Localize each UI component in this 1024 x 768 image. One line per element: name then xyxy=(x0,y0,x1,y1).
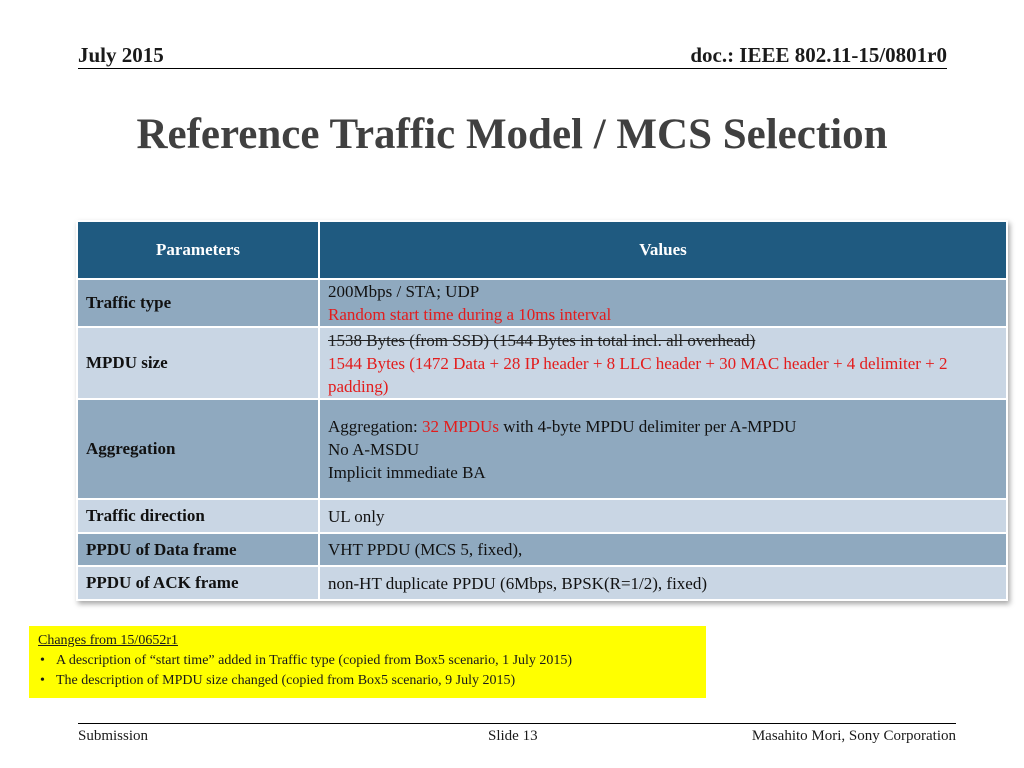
value-line-added: 1544 Bytes (1472 Data + 28 IP header + 8 LLC header + 30 MAC header + 4 delimiter + 2 padding) xyxy=(328,353,948,396)
header-divider xyxy=(78,68,947,69)
header-date: July 2015 xyxy=(78,43,164,67)
table-header-row xyxy=(77,221,1007,279)
param-cell: MPDU size xyxy=(77,327,319,399)
note-bullet xyxy=(38,671,697,691)
footer-slide-number: Slide 13 xyxy=(488,728,538,744)
param-cell: PPDU of ACK frame xyxy=(77,566,319,600)
column-header-parameters: Parameters xyxy=(77,221,319,279)
value-line: No A-MSDU xyxy=(328,439,420,459)
header-doc-id: doc.: IEEE 802.11-15/0801r0 xyxy=(690,43,947,67)
value-cell: non-HT duplicate PPDU (6Mbps, BPSK(R=1/2), fixed) xyxy=(319,566,1007,600)
bullet-icon: • xyxy=(40,653,45,668)
value-highlight: 32 MPDUs xyxy=(421,416,499,436)
value-line-struck: 1538 Bytes (from SSD) (1544 Bytes in total incl. all overhead) xyxy=(328,330,756,350)
value-line-added: Random start time during a 10ms interval xyxy=(328,305,612,324)
note-title: Changes from 15/0652r1 xyxy=(38,633,178,648)
parameters-table xyxy=(76,220,1008,601)
param-cell: PPDU of Data frame xyxy=(77,533,319,566)
note-bullet-text: A description of “start time” added in Traffic type (copied from Box5 scenario, 1 July 2015) xyxy=(56,653,573,668)
table-row xyxy=(77,566,1007,600)
param-cell: Aggregation xyxy=(77,399,319,499)
value-line: Implicit immediate BA xyxy=(328,462,486,482)
value-cell xyxy=(319,327,1007,399)
footer-submission: Submission xyxy=(78,728,149,744)
value-line: 200Mbps / STA; UDP xyxy=(328,282,480,301)
value-cell xyxy=(319,279,1007,327)
bullet-icon: • xyxy=(40,673,45,688)
value-prefix: Aggregation: xyxy=(328,416,422,436)
note-bullet xyxy=(38,651,697,671)
value-line xyxy=(328,415,998,438)
footer-divider xyxy=(78,723,956,724)
table-row xyxy=(77,327,1007,399)
column-header-values: Values xyxy=(319,221,1007,279)
table-row xyxy=(77,499,1007,533)
change-note-box xyxy=(29,626,706,698)
table-row xyxy=(77,533,1007,566)
note-bullet-text: The description of MPDU size changed (copied from Box5 scenario, 9 July 2015) xyxy=(56,673,516,688)
param-cell: Traffic direction xyxy=(77,499,319,533)
value-cell: VHT PPDU (MCS 5, fixed), xyxy=(319,533,1007,566)
table-row xyxy=(77,399,1007,499)
value-cell: UL only xyxy=(319,499,1007,533)
footer-author: Masahito Mori, Sony Corporation xyxy=(751,728,956,744)
param-cell: Traffic type xyxy=(77,279,319,327)
value-suffix: with 4-byte MPDU delimiter per A-MPDU xyxy=(498,416,797,436)
value-cell xyxy=(319,399,1007,499)
slide-title: Reference Traffic Model / MCS Selection xyxy=(136,111,888,158)
table-row xyxy=(77,279,1007,327)
